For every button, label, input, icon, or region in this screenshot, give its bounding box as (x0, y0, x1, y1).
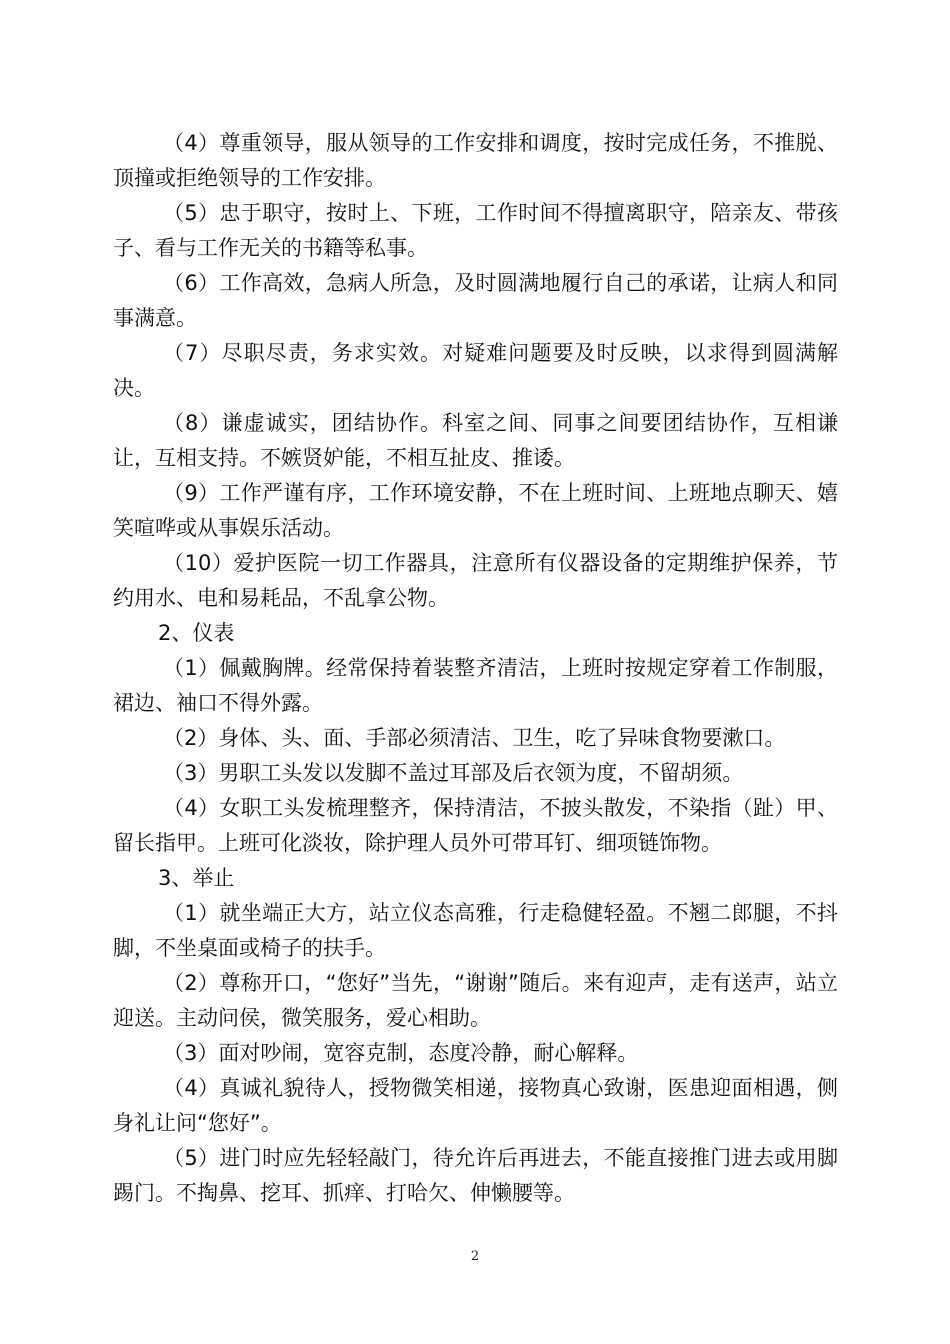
paragraph-appearance-4: （4）女职工头发梳理整齐，保持清洁，不披头散发，不染指（趾）甲、留长指甲。上班可化淡妆，除护理人员外可带耳钉、细项链饰物。 (113, 796, 838, 855)
paragraph-duty-10: （10）爱护医院一切工作器具，注意所有仪器设备的定期维护保养，节约用水、电和易耗品，不乱拿公物。 (113, 551, 838, 610)
paragraph-manners-1: （1）就坐端正大方，站立仪态高雅，行走稳健轻盈。不翘二郎腿，不抖脚，不坐桌面或椅子的扶手。 (113, 901, 838, 960)
paragraph-manners-5: （5）进门时应先轻轻敲门，待允许后再进去，不能直接推门进去或用脚踢门。不掏鼻、挖耳、抓痒、打哈欠、伸懒腰等。 (113, 1146, 838, 1205)
paragraph-manners-4: （4）真诚礼貌待人，授物微笑相递，接物真心致谢，医患迎面相遇，侧身礼让问“您好”。 (113, 1076, 838, 1135)
paragraph-duty-4: （4）尊重领导，服从领导的工作安排和调度，按时完成任务，不推脱、顶撞或拒绝领导的工作安排。 (113, 131, 838, 190)
section-heading-manners: 3、举止 (158, 866, 235, 890)
body-text (113, 126, 838, 1211)
paragraph-manners-2: （2）尊称开口，“您好”当先，“谢谢”随后。来有迎声，走有送声，站立迎送。主动问侯，微笑服务，爱心相助。 (113, 971, 838, 1030)
paragraph-appearance-1: （1）佩戴胸牌。经常保持着装整齐清洁，上班时按规定穿着工作制服，裙边、袖口不得外露。 (113, 656, 838, 715)
section-heading-appearance: 2、仪表 (158, 621, 235, 645)
paragraph-duty-9: （9）工作严谨有序，工作环境安静，不在上班时间、上班地点聊天、嬉笑喧哗或从事娱乐活动。 (113, 481, 838, 540)
paragraph-duty-5: （5）忠于职守，按时上、下班，工作时间不得擅离职守，陪亲友、带孩子、看与工作无关的书籍等私事。 (113, 201, 838, 260)
paragraph-manners-3: （3）面对吵闹，宽容克制，态度冷静，耐心解释。 (163, 1041, 639, 1065)
paragraph-duty-8: （8）谦虚诚实，团结协作。科室之间、同事之间要团结协作，互相谦让，互相支持。不嫉贤妒能，不相互扯皮、推诿。 (113, 411, 838, 470)
paragraph-duty-6: （6）工作高效，急病人所急，及时圆满地履行自己的承诺，让病人和同事满意。 (113, 271, 838, 330)
paragraph-duty-7: （7）尽职尽责，务求实效。对疑难问题要及时反映，以求得到圆满解决。 (113, 341, 838, 400)
page-number: 2 (470, 1249, 480, 1264)
paragraph-appearance-3: （3）男职工头发以发脚不盖过耳部及后衣领为度，不留胡须。 (163, 761, 744, 785)
paragraph-appearance-2: （2）身体、头、面、手部必须清洁、卫生，吃了异味食物要漱口。 (163, 726, 786, 750)
